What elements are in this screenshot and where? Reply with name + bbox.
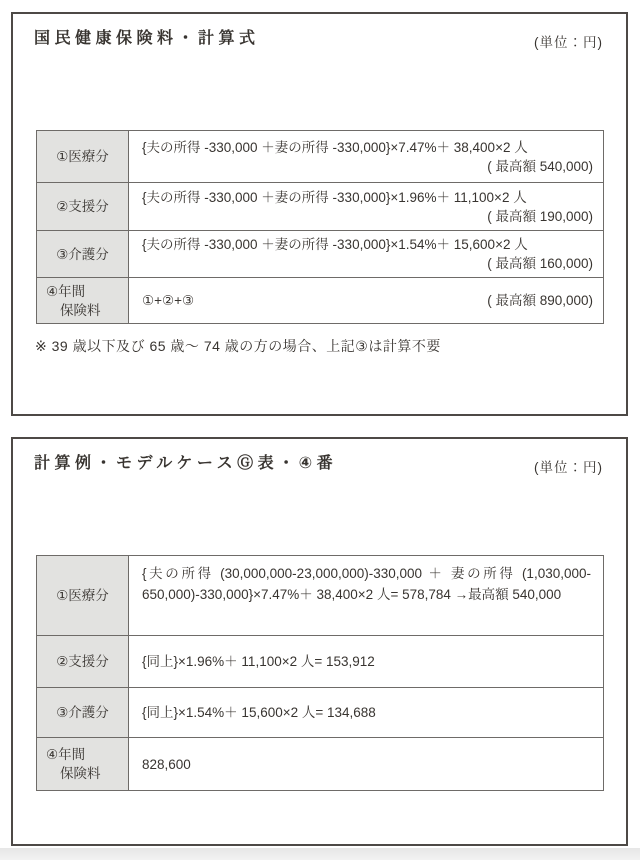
row-label: ②支援分 — [37, 636, 129, 688]
row-label: ②支援分 — [37, 183, 129, 231]
row-label-line2: 保険料 — [60, 766, 101, 781]
row-label: ③介護分 — [37, 688, 129, 738]
row-label: ①医療分 — [37, 556, 129, 636]
row-label: ①医療分 — [37, 131, 129, 183]
max-amount: ( 最高額 190,000) — [487, 208, 593, 224]
row-value — [129, 278, 604, 324]
row-label — [37, 738, 129, 791]
row-label-line1: ④年間 — [46, 747, 86, 762]
panel-header — [13, 14, 626, 51]
table-row — [37, 183, 604, 231]
table-row — [37, 278, 604, 324]
row-value: {夫の所得 (30,000,000-23,000,000)-330,000 ＋ 妻の所得 (1,030,000-650,000)-330,000}×7.47%＋ 38,400×2 人= 578,784 →最高額 540,000 — [129, 556, 604, 636]
row-value: 828,600 — [129, 738, 604, 791]
example-panel — [11, 437, 628, 846]
row-value: {同上}×1.96%＋ 11,100×2 人= 153,912 — [129, 636, 604, 688]
unit-label: (単位：円) — [534, 35, 603, 50]
table-row — [37, 688, 604, 738]
row-label-line1: ④年間 — [46, 283, 86, 299]
page-bottom-edge — [0, 848, 640, 860]
table-row — [37, 131, 604, 183]
formula-text: {夫の所得 -330,000 ＋妻の所得 -330,000}×1.96%＋ 11,100×2 人 — [142, 189, 527, 205]
formula-text: ①+②+③ — [142, 293, 195, 308]
panel-header — [13, 439, 626, 476]
row-value — [129, 183, 604, 231]
formula-text: {夫の所得 -330,000 ＋妻の所得 -330,000}×1.54%＋ 15,600×2 人 — [142, 237, 528, 252]
example-table — [36, 555, 604, 791]
row-value — [129, 131, 604, 183]
row-label: ③介護分 — [37, 231, 129, 278]
formula-text: {夫の所得 -330,000 ＋妻の所得 -330,000}×7.47%＋ 38,400×2 人 — [142, 139, 528, 155]
table-row — [37, 738, 604, 791]
max-amount: ( 最高額 540,000) — [487, 158, 593, 174]
row-label — [37, 278, 129, 324]
table-row — [37, 636, 604, 688]
row-label-line2: 保険料 — [60, 302, 101, 318]
formula-table — [36, 130, 604, 324]
footnote: ※ 39 歳以下及び 65 歳〜 74 歳の方の場合、上記③は計算不要 — [35, 338, 441, 354]
table-row — [37, 556, 604, 636]
page-title: 計算例・モデルケースⒼ表・④番 — [34, 455, 338, 472]
max-amount: ( 最高額 160,000) — [487, 256, 593, 271]
row-value — [129, 231, 604, 278]
unit-label: (単位：円) — [534, 460, 603, 475]
formula-panel — [11, 12, 628, 416]
row-value: {同上}×1.54%＋ 15,600×2 人= 134,688 — [129, 688, 604, 738]
table-row — [37, 231, 604, 278]
max-amount: ( 最高額 890,000) — [487, 293, 593, 308]
page-title: 国民健康保険料・計算式 — [34, 30, 260, 47]
